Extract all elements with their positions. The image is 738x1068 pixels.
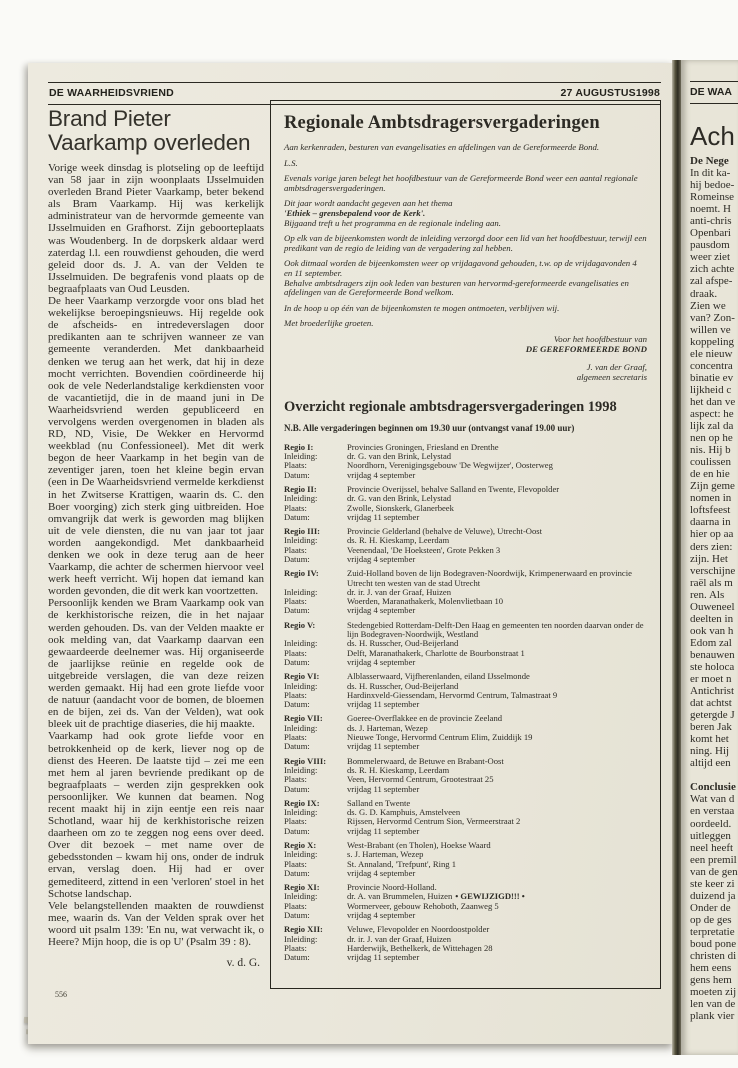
article-paragraph: De heer Vaarkamp verzorgde voor ons blad het wekelijkse beroepingsnieuws. Hij regelde ook de afscheids- en intredeverslagen door predikanten aan te schrijven wanneer ze van gemeente veranderden. Met dankbaarheid denken we terug aan het werk, dat hij in deze mocht verrichten. Bovendien coördineerde hij ook de vele Nederlandstalige kerkdiensten voor de vacantietijd, die in de maand juni in De Waarheidsvriend werden gepubliceerd en vervolgens werden overgenomen in bladen als RD, ND, Visie, De Wekker en Hervormd weekblad (nu Confessioneel). Met dit werk begon de heer Vaarkamp in het begin van de zeventiger jaren, toen het kleine begin ervan (een in De Waarheidsvriend vermelde kerkdienst in het Zwitserse Krattigen, waarin ds. C. den Boer voorging) zich sterk ging uitbreiden. Hoe omvangrijk dat werk is geworden mag blijken uit de vele diensten, die nu van jaar tot jaar worden aangekondigd. Met dankbaarheid denken we ook in deze terug aan de heer Vaarkamp, die achter de schermen hiervoor veel werk heeft verricht. Wij hopen dat iemand kan worden gevonden, die dit werk kan voortzetten.: [48, 295, 264, 598]
inleiding-value: dr. ir. J. van der Graaf, Huizen: [347, 933, 452, 944]
clipped-text-line: nomen in: [690, 492, 732, 505]
article-paragraph: Persoonlijk kenden we Bram Vaarkamp ook van de kerkhistorische reizen, die in het najaar werden gehouden. Ds. van der Velden maakte er ook melding van, dat Vaarkamp daarvan een gewaardeerde deelnemer was. Hij organiseerde de jaarlijkse reünie en regelde ook de uitgebreide verslagen, die van deze reizen werden gemaakt. Hij had een grote liefde voor de natuur (aandacht voor de bomen, de bloemen en de bijen, zei ds. Van der Velden), wat ook bleek uit de prachtige diaseries, die hij maakte.: [48, 597, 264, 731]
region-plaats: Delft, Maranathakerk, Charlotte de Bourbonstraat 1: [347, 647, 525, 658]
region-entry: [284, 799, 647, 836]
region-row-plaats: [284, 733, 647, 742]
clipped-text-line: hier op aa: [690, 528, 734, 541]
region-plaats: Noordhorn, Verenigingsgebouw 'De Wegwijzer', Oosterweg: [347, 460, 553, 471]
clipped-text-line: Romeinse: [690, 191, 734, 204]
region-label: Regio I:: [284, 441, 314, 452]
clipped-text-line: Onder de: [690, 901, 731, 914]
closing-signatory: J. van der Graaf,: [586, 362, 647, 373]
clipped-text-line: neel heeft: [690, 841, 734, 854]
inleiding-label: Inleiding:: [284, 891, 318, 902]
region-row-area: [284, 527, 647, 536]
notice-intro-paragraph: 'Ethiek – grensbepalend voor de Kerk'.: [284, 207, 426, 218]
clipped-text-line: de en hie: [690, 468, 730, 481]
clipped-text-line: aspect: he: [690, 407, 734, 420]
clipped-text-line: ning. Hij: [690, 745, 730, 758]
region-label: Regio XII:: [284, 924, 323, 935]
plaats-label: Plaats:: [284, 689, 307, 700]
clipped-text-line: zijn. Het: [690, 552, 728, 565]
conclusion-lines: [690, 793, 738, 1022]
region-plaats: Nieuwe Tonge, Hervormd Centrum Elim, Zuiddijk 19: [347, 732, 533, 743]
magazine-page: [28, 63, 673, 1044]
clipped-text-line: willen ve: [690, 323, 731, 336]
region-label: Regio IV:: [284, 568, 319, 579]
clipped-text-line: Openbari: [690, 227, 731, 240]
clipped-text-line: plank vier: [690, 1010, 735, 1023]
notice-intro-paragraph: In de hoop u op één van de bijeenkomsten te mogen ontmoeten, verblijven wij.: [284, 302, 560, 313]
clipped-text-line: lijk zal da: [690, 420, 734, 433]
clipped-text-line: altijd een: [690, 757, 731, 770]
region-area: Goeree-Overflakkee en de provincie Zeeland: [347, 713, 503, 724]
clipped-text-line: beren Jak: [690, 721, 732, 734]
plaats-label: Plaats:: [284, 942, 307, 953]
clipped-text-line: len van de: [690, 998, 736, 1011]
clipped-text-line: duizend ja: [690, 889, 736, 902]
region-entry: [284, 569, 647, 615]
region-datum: vrijdag 11 september: [347, 952, 420, 963]
clipped-text-line: In dit ka-: [690, 167, 731, 180]
plaats-label: Plaats:: [284, 502, 307, 513]
region-changed-flag: • GEWIJZIGD!!! •: [455, 891, 525, 902]
region-label: Regio IX:: [284, 797, 320, 808]
inleiding-value: ds. H. Russcher, Oud-Beijerland: [347, 680, 459, 691]
notice-intro-paragraph: L.S.: [284, 157, 298, 168]
inleiding-label: Inleiding:: [284, 933, 318, 944]
next-page-lead: De Nege: [690, 155, 729, 167]
notice-intro-paragraph: Aan kerkenraden, besturen van evangelisaties en afdelingen van de Gereformeerde Bond.: [284, 142, 600, 152]
article-title-line2: Vaarkamp overleden: [48, 130, 251, 155]
clipped-text-line: ders zien:: [690, 540, 733, 553]
region-entry: [284, 925, 647, 962]
clipped-text-line: deelten in: [690, 612, 734, 625]
datum-label: Datum:: [284, 952, 310, 963]
region-row-datum: [284, 742, 647, 751]
region-row-datum: [284, 555, 647, 564]
clipped-text-line: weer ziet: [690, 251, 730, 264]
notice-intro-paragraph: Op elk van de bijeenkomsten wordt de inleiding verzorgd door een lid van het hoofdbestuur, terwijl een predikant van de regio de leiding van de vergadering zal hebben.: [284, 233, 647, 253]
region-row-inleiding: [284, 494, 647, 503]
region-row-datum: [284, 869, 647, 878]
region-label: Regio VII:: [284, 713, 323, 724]
region-row-inleiding: [284, 850, 647, 859]
clipped-text-line: uitleggen: [690, 829, 731, 842]
notice-closing: [284, 335, 647, 383]
clipped-text-line: Wat van d: [690, 793, 735, 806]
inleiding-label: Inleiding:: [284, 849, 318, 860]
clipped-text-line: er moet n: [690, 673, 732, 686]
region-plaats: St. Annaland, 'Trefpunt', Ring 1: [347, 858, 457, 869]
datum-label: Datum:: [284, 867, 310, 878]
region-area: Alblasserwaard, Vijfherenlanden, eiland IJsselmonde: [347, 671, 530, 682]
region-entry: [284, 757, 647, 794]
clipped-text-line: getergde J: [690, 709, 735, 722]
region-plaats: Zwolle, Sionskerk, Glanerbeek: [347, 502, 454, 513]
region-area: Salland en Twente: [347, 797, 411, 808]
region-row-area: [284, 841, 647, 850]
inleiding-label: Inleiding:: [284, 722, 318, 733]
region-area: Provincie Gelderland (behalve de Veluwe), Utrecht-Oost: [347, 526, 543, 537]
plaats-label: Plaats:: [284, 900, 307, 911]
clipped-text-line: van? Zon-: [690, 311, 735, 324]
region-plaats: Wormerveer, gebouw Rehoboth, Zaanweg 5: [347, 900, 499, 911]
inleiding-label: Inleiding:: [284, 535, 318, 546]
clipped-text-line: lijkheid c: [690, 383, 732, 396]
region-area: Provincie Noord-Holland.: [347, 882, 437, 893]
region-row-area: [284, 799, 647, 808]
region-row-area: [284, 485, 647, 494]
region-entry: [284, 841, 647, 878]
region-area: Veluwe, Flevopolder en Noordoostpolder: [347, 924, 490, 935]
inleiding-label: Inleiding:: [284, 680, 318, 691]
region-plaats: Hardinxveld-Giessendam, Hervormd Centrum, Talmastraat 9: [347, 689, 558, 700]
next-page-column: [690, 110, 738, 1022]
clipped-text-line: koppeling: [690, 335, 734, 348]
clipped-text-line: verschijne: [690, 564, 736, 577]
region-row-area: [284, 925, 647, 934]
region-datum: vrijdag 11 september: [347, 825, 420, 836]
region-row-datum: [284, 911, 647, 920]
clipped-text-line: Zien we: [690, 299, 726, 312]
inleiding-value: ds. J. Harteman, Wezep: [347, 722, 428, 733]
clipped-text-line: ren. Als: [690, 588, 725, 601]
region-datum: vrijdag 4 september: [347, 469, 416, 480]
region-plaats: Veenendaal, 'De Hoeksteen', Grote Pekken 3: [347, 544, 501, 555]
masthead-title: DE WAARHEIDSVRIEND: [49, 87, 174, 99]
region-datum: vrijdag 11 september: [347, 511, 420, 522]
article-body: [48, 162, 264, 948]
region-plaats: Harderwijk, Bethelkerk, de Wittehagen 28: [347, 942, 493, 953]
region-list: [284, 443, 647, 963]
article-paragraph: Vele belangstellenden maakten de rouwdienst mee, waarin ds. Van der Velden sprak over het woord uit psalm 139: 'En nu, wat verwacht ik, o Heere? Mijn hoop, die is op U' (Psalm 39 : 8).: [48, 899, 264, 948]
region-entry: [284, 714, 647, 751]
clipped-text-line: Ouweneel: [690, 600, 735, 613]
article-title-line1: Brand Pieter: [48, 106, 171, 131]
closing-role: algemeen secretaris: [576, 372, 647, 383]
conclusion-heading: Conclusie: [690, 781, 736, 794]
inleiding-label: Inleiding:: [284, 493, 318, 504]
region-label: Regio VIII:: [284, 755, 327, 766]
clipped-text-line: dat achtst: [690, 697, 732, 710]
region-area: Zuid-Holland boven de lijn Bodegraven-Noordwijk, Krimpenerwaard en provincie Utrecht ten westen van de stad Utrecht: [347, 568, 632, 588]
clipped-text-line: noemt. H: [690, 203, 731, 216]
region-datum: vrijdag 11 september: [347, 699, 420, 710]
notice-intro-paragraph: Evenals vorige jaren belegt het hoofdbestuur van de Gereformeerde Bond weer een aantal regionale ambtsdragersvergaderingen.: [284, 173, 638, 193]
overview-note: N.B. Alle vergaderingen beginnen om 19.30 uur (ontvangst vanaf 19.00 uur): [284, 422, 575, 433]
clipped-text-line: loftsfeest: [690, 504, 731, 517]
region-label: Regio VI:: [284, 671, 320, 682]
clipped-text-line: hem eens: [690, 962, 732, 975]
notice-intro-paragraph: Dit jaar wordt aandacht gegeven aan het thema: [284, 198, 453, 209]
region-datum: vrijdag 4 september: [347, 867, 416, 878]
clipped-text-line: een premil: [690, 853, 737, 866]
region-row-area: [284, 443, 647, 452]
datum-label: Datum:: [284, 553, 310, 564]
clipped-text-line: pausdom: [690, 239, 730, 252]
plaats-label: Plaats:: [284, 858, 307, 869]
clipped-text-line: ste keer zi: [690, 877, 735, 890]
clipped-text-line: gens hem: [690, 974, 732, 987]
closing-line: Voor het hoofdbestuur van: [553, 333, 647, 344]
clipped-text-line: het dan ve: [690, 395, 736, 408]
region-row-plaats: [284, 597, 647, 606]
next-page-sliver: [681, 60, 738, 1055]
region-datum: vrijdag 4 september: [347, 553, 416, 564]
clipped-text-line: raël als m: [690, 576, 733, 589]
inleiding-value: ds. R. H. Kieskamp, Leerdam: [347, 535, 450, 546]
region-area: Stedengebied Rotterdam-Delft-Den Haag en gemeenten ten noorden daarvan onder de lijn Bodegraven-Noordwijk, Westland: [347, 619, 644, 640]
region-row-area: [284, 621, 647, 640]
region-entry: [284, 443, 647, 480]
region-row-plaats: [284, 649, 647, 658]
clipped-text-line: benauwen: [690, 648, 735, 661]
article-paragraph: Vaarkamp had ook grote liefde voor en betrokkenheid op de kerk, liever nog op de dienst des Heeren. De laatste tijd – zei me een met hem al jaren bevriende predikant op de begraafplaats – werden zijn gesprekken ook persoonlijker. We kunnen dat beamen. Nog recent maakt hij in zijn eentje een reis naar Schotland, waar hij de kerkhistorische reizen daarheen om zo te zeggen nog eens over deed. Over dit bezoek – met name over de gebedsstonden – kwam hij ons, onder de indruk ervan, verslag doen. Hij had er over gemediteerd, zittend in een 'verloren' stoel in het Schotse landschap.: [48, 730, 264, 900]
clipped-text-line: concentra: [690, 359, 733, 372]
region-row-datum: [284, 827, 647, 836]
inleiding-label: Inleiding:: [284, 764, 318, 775]
region-row-area: [284, 757, 647, 766]
inleiding-value: dr. A. van Brummelen, Huizen: [347, 891, 453, 902]
clipped-text-line: binatie ev: [690, 371, 734, 384]
inleiding-value: ds. R. H. Kieskamp, Leerdam: [347, 764, 450, 775]
clipped-text-line: draak.: [690, 287, 718, 300]
region-row-datum: [284, 700, 647, 709]
datum-label: Datum:: [284, 656, 310, 667]
clipped-text-line: ste holoca: [690, 660, 735, 673]
region-entry: [284, 527, 647, 564]
region-datum: vrijdag 11 september: [347, 783, 420, 794]
plaats-label: Plaats:: [284, 544, 307, 555]
region-plaats: Rijssen, Hervormd Centrum Sion, Vermeerstraat 2: [347, 816, 521, 827]
clipped-text-line: moeten zij: [690, 986, 737, 999]
clipped-text-line: Antichrist: [690, 685, 734, 698]
inleiding-value: dr. G. van den Brink, Lelystad: [347, 451, 452, 462]
region-row-area: [284, 672, 647, 681]
inleiding-label: Inleiding:: [284, 451, 318, 462]
notice-intro-paragraph: Met broederlijke groeten.: [284, 318, 374, 329]
region-area: West-Brabant (en Tholen), Hoekse Waard: [347, 840, 491, 850]
closing-organization: DE GEREFORMEERDE BOND: [525, 343, 647, 354]
clipped-text-line: ook van h: [690, 624, 734, 637]
region-plaats: Veen, Hervormd Centrum, Grootestraat 25: [347, 774, 494, 785]
region-entry: [284, 883, 647, 920]
plaats-label: Plaats:: [284, 460, 307, 471]
region-row-datum: [284, 471, 647, 480]
page-gutter-shadow: [672, 60, 681, 1055]
datum-label: Datum:: [284, 605, 310, 616]
inleiding-value: ds. H. Russcher, Oud-Beijerland: [347, 638, 459, 649]
notice-intro-paragraph: Bijgaand treft u het programma en de regionale indeling aan.: [284, 217, 501, 228]
inleiding-value: dr. ir. J. van der Graaf, Huizen: [347, 586, 452, 597]
region-label: Regio II:: [284, 483, 317, 494]
region-row-plaats: [284, 775, 647, 784]
article-title: [48, 107, 264, 155]
plaats-label: Plaats:: [284, 596, 307, 607]
plaats-label: Plaats:: [284, 816, 307, 827]
region-datum: vrijdag 4 september: [347, 656, 416, 667]
plaats-label: Plaats:: [284, 647, 307, 658]
next-page-header: DE WAA: [690, 81, 738, 104]
region-row-datum: [284, 953, 647, 962]
region-row-plaats: [284, 817, 647, 826]
clipped-text-line: daarna in: [690, 516, 731, 529]
datum-label: Datum:: [284, 783, 310, 794]
notice-intro-paragraph: Behalve ambtsdragers zijn ook leden van besturen van hervormd-gereformeerde evangelisaties en afdelingen van de Gereformeerde Bond welkom.: [284, 277, 629, 298]
region-row-plaats: [284, 902, 647, 911]
issue-date: 27 AUGUSTUS1998: [560, 87, 660, 99]
region-row-datum: [284, 606, 647, 615]
plaats-label: Plaats:: [284, 774, 307, 785]
region-row-plaats: [284, 504, 647, 513]
clipped-text-line: ele nieuw: [690, 347, 733, 360]
next-page-article-title: Ach: [690, 121, 735, 151]
region-row-datum: [284, 513, 647, 522]
clipped-text-line: komt het: [690, 733, 729, 746]
region-row-plaats: [284, 860, 647, 869]
region-row-plaats: [284, 546, 647, 555]
datum-label: Datum:: [284, 910, 310, 921]
inleiding-label: Inleiding:: [284, 638, 318, 649]
clipped-text-line: Edom zal: [690, 636, 732, 649]
page-number: 556: [55, 990, 67, 999]
datum-label: Datum:: [284, 741, 310, 752]
notice-intro-paragraph: Ook ditmaal worden de bijeenkomsten weer op vrijdagavond gehouden, t.w. op de vrijdagavonden 4 en 11 september.: [284, 258, 637, 278]
plaats-label: Plaats:: [284, 732, 307, 743]
clipped-text-line: van de gen: [690, 865, 738, 878]
notice-title: Regionale Ambtsdragersvergaderingen: [284, 113, 600, 133]
region-label: Regio III:: [284, 526, 321, 537]
region-datum: vrijdag 4 september: [347, 910, 416, 921]
notice-intro: [284, 143, 647, 329]
region-entry: [284, 485, 647, 522]
region-plaats: Woerden, Maranathakerk, Molenvlietbaan 10: [347, 596, 504, 607]
clipped-text-line: zal afspe-: [690, 275, 733, 288]
inleiding-value: ds. G. D. Kamphuis, Amstelveen: [347, 807, 461, 818]
datum-label: Datum:: [284, 469, 310, 480]
clipped-text-line: oordeeld.: [690, 817, 732, 830]
region-entry: [284, 621, 647, 667]
region-row-plaats: [284, 461, 647, 470]
region-row-plaats: [284, 691, 647, 700]
region-row-area: [284, 714, 647, 723]
clipped-text-line: op de ges: [690, 913, 732, 926]
region-datum: vrijdag 11 september: [347, 741, 420, 752]
clipped-text-line: nis. Hij b: [690, 444, 731, 457]
overview-title: Overzicht regionale ambtsdragersvergaderingen 1998: [284, 398, 617, 415]
clipped-text-line: boud pone: [690, 938, 737, 950]
article-signature: v. d. G.: [226, 957, 260, 970]
datum-label: Datum:: [284, 511, 310, 522]
inleiding-value: dr. G. van den Brink, Lelystad: [347, 493, 452, 504]
region-row-datum: [284, 785, 647, 794]
inleiding-value: s. J. Harteman, Wezep: [347, 849, 424, 860]
clipped-text-line: en verstaa: [690, 805, 735, 818]
region-area: Provincie Overijssel, behalve Salland en Twente, Flevopolder: [347, 483, 560, 494]
clipped-text-line: Zijn geme: [690, 480, 735, 493]
clipped-text-line: nen op he: [690, 432, 733, 445]
region-row-datum: [284, 658, 647, 667]
region-datum: vrijdag 4 september: [347, 605, 416, 616]
region-label: Regio X:: [284, 840, 317, 850]
article-paragraph: Vorige week dinsdag is plotseling op de leeftijd van 58 jaar in zijn woonplaats IJsselmuiden overleden Brand Pieter Vaarkamp, beter bekend als Bram Vaarkamp. Hij was kerkelijk administrateur van de hervormde gemeente van IJsselmuiden en Grafhorst. Zijn geboorteplaats was Woudenberg. In de dorpskerk aldaar werd zaterdag l.l. een rouwdienst gehouden, die werd geleid door ds. J. A. van der Velden te IJsselmuiden. De begrafenis vond plaats op de begraafplaats van Oud Leusden.: [48, 162, 264, 295]
region-label: Regio XI:: [284, 882, 320, 893]
obituary-article: [48, 107, 264, 969]
region-row-area: [284, 569, 647, 588]
datum-label: Datum:: [284, 825, 310, 836]
clipped-text-line: christen di: [690, 950, 737, 963]
clipped-text-line: terpretatie: [690, 925, 735, 938]
inleiding-label: Inleiding:: [284, 586, 318, 597]
region-entry: [284, 672, 647, 709]
clipped-text-line: coulissen: [690, 456, 731, 469]
clipped-text-line: zich achte: [690, 263, 735, 276]
clipped-text-line: hij bedoe-: [690, 179, 735, 192]
next-page-lines: [690, 167, 738, 769]
region-row-plaats: [284, 944, 647, 953]
inleiding-label: Inleiding:: [284, 807, 318, 818]
region-label: Regio V:: [284, 619, 316, 630]
datum-label: Datum:: [284, 699, 310, 710]
region-area: Provincies Groningen, Friesland en Drenthe: [347, 441, 499, 452]
clipped-text-line: anti-chris: [690, 215, 732, 228]
region-area: Bommelerwaard, de Betuwe en Brabant-Oost: [347, 755, 504, 766]
notice-box: [270, 100, 661, 989]
